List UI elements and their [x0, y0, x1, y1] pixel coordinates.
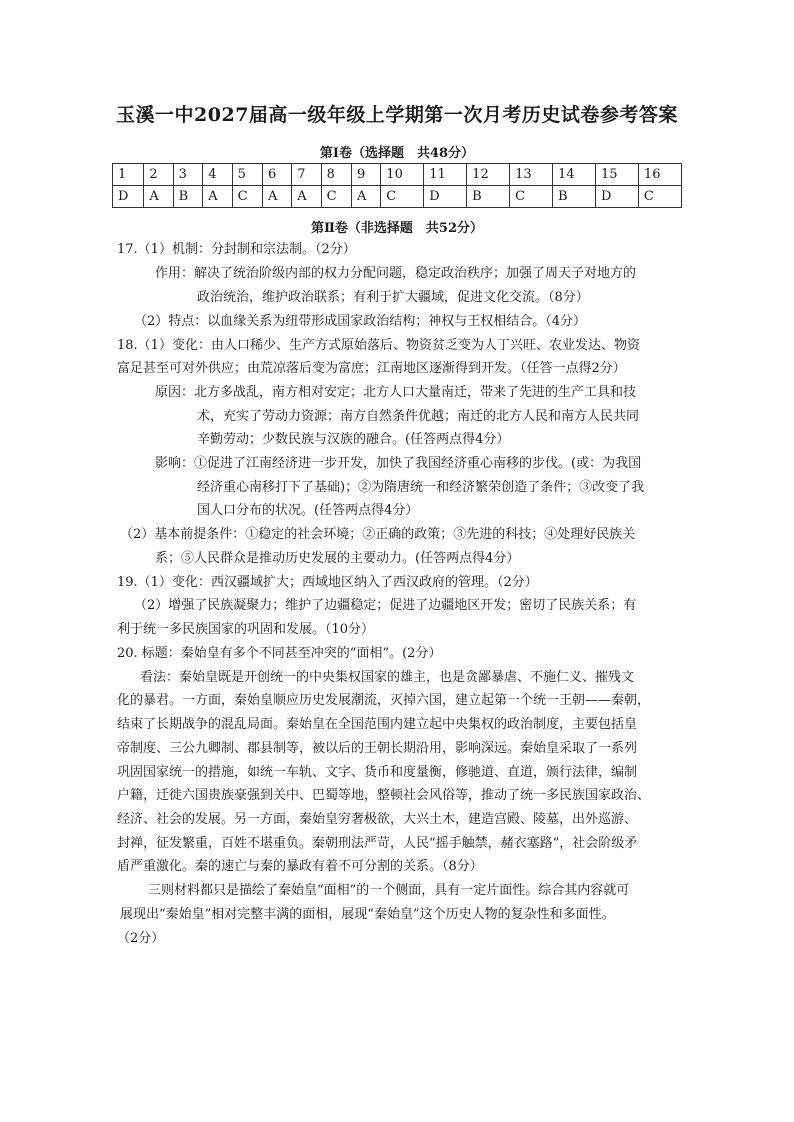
answer-line: 18.（1）变化：由人口稀少、生产方式原始落后、物资贫乏变为人丁兴旺、农业发达、物资	[117, 338, 640, 353]
answer-cell: A	[292, 186, 321, 208]
answer-line: （2）增强了民族凝聚力；维护了边疆稳定；促进了边疆地区开发；密切了民族关系；有	[134, 598, 637, 613]
answer-line: 经济重心南移打下了基础)；②为隋唐统一和经济繁荣创造了条件；③改变了我	[197, 480, 645, 495]
answer-line: 户籍，迁徙六国贵族豪强到关中、巴蜀等地，整顿社会风俗等，推动了统一多民族国家政治、	[117, 788, 651, 803]
answer-line: 化的暴君。一方面，秦始皇顺应历史发展潮流，灭掉六国，建立起第一个统一王朝——秦朝，	[117, 693, 651, 708]
question-number: 1	[113, 164, 144, 186]
answer-line: 17.（1）机制：分封制和宗法制。（2分）	[117, 242, 356, 257]
answer-line: 三则材料都只是描绘了秦始皇“面相”的一个侧面，具有一定片面性。综合其内容就可	[148, 883, 630, 898]
question-number: 14	[553, 164, 596, 186]
answer-cell: D	[595, 186, 638, 208]
answer-cell: B	[173, 186, 203, 208]
question-number: 5	[232, 164, 262, 186]
answer-line: 19.（1）变化：西汉疆域扩大；西域地区纳入了西汉政府的管理。（2分）	[117, 575, 538, 590]
section-1-heading: 第Ⅰ卷（选择题 共48分）	[319, 146, 475, 161]
question-number: 15	[595, 164, 638, 186]
answer-cell: C	[232, 186, 262, 208]
answer-line: 结束了长期战争的混乱局面。秦始皇在全国范围内建立起中央集权的政治制度，主要包括皇	[117, 717, 638, 732]
answer-line: （2）基本前提条件：①稳定的社会环境；②正确的政策；③先进的科技；④处理好民族关	[120, 527, 636, 542]
answer-cell: B	[553, 186, 596, 208]
answer-line: 帝制度、三公九卿制、郡县制等，被以后的王朝长期沿用，影响深远。秦始皇采取了一系列	[117, 741, 638, 756]
answer-cell: A	[262, 186, 291, 208]
answer-line: 国人口分布的状况。(任答两点得4分）	[197, 503, 419, 518]
answer-line: （2分）	[117, 931, 165, 946]
question-number: 4	[203, 164, 232, 186]
answer-cell: C	[638, 186, 681, 208]
answer-line: 原因：北方多战乱，南方相对安定；北方人口大量南迁，带来了先进的生产工具和技	[155, 385, 637, 400]
answer-cell: A	[144, 186, 173, 208]
answer-cell: D	[113, 186, 144, 208]
answer-line: 影响：①促进了江南经济进一步开发，加快了我国经济重心南移的步伐。(或：为我国	[155, 456, 642, 471]
answer-line: （2）特点：以血缘关系为纽带形成国家政治结构；神权与王权相结合。（4分）	[134, 314, 587, 329]
answer-cell: A	[203, 186, 232, 208]
answer-line: 系；⑤人民群众是推动历史发展的主要动力。(任答两点得4分）	[155, 551, 520, 566]
question-number: 2	[144, 164, 173, 186]
question-number: 10	[381, 164, 424, 186]
answer-line: 封禅，征发繁重，百姓不堪重负。秦朝刑法严苛，人民“摇手触禁，赭衣塞路”，社会阶级矛	[117, 836, 638, 851]
answer-line: 经济、社会的发展。另一方面，秦始皇穷奢极欲，大兴土木，建造宫殿、陵墓，出外巡游、	[117, 812, 638, 827]
question-number: 7	[292, 164, 321, 186]
answer-line: 20. 标题：秦始皇有多个不同甚至冲突的“面相”。(2分）	[117, 646, 442, 661]
answer-cell: C	[510, 186, 553, 208]
question-number: 9	[351, 164, 380, 186]
answer-cell: C	[381, 186, 424, 208]
answer-cell: D	[424, 186, 467, 208]
answer-line: 富足甚至可对外供应；由荒凉落后变为富庶；江南地区逐渐得到开发。（任答一点得2分）	[117, 361, 626, 376]
answer-line: 术，充实了劳动力资源；南方自然条件优越；南迁的北方人民和南方人民共同	[197, 409, 640, 424]
question-number: 16	[638, 164, 681, 186]
answer-line: 利于统一多民族国家的巩固和发展。（10分）	[117, 622, 375, 637]
answer-line: 辛勤劳动；少数民族与汉族的融合。(任答两点得4分）	[197, 432, 510, 447]
answer-cell: C	[321, 186, 351, 208]
answer-line: 盾严重激化。秦的速亡与秦的暴政有着不可分割的关系。（8分）	[117, 859, 483, 874]
question-number: 11	[424, 164, 467, 186]
answer-line: 作用：解决了统治阶级内部的权力分配问题，稳定政治秩序；加强了周天子对地方的	[155, 266, 637, 281]
answer-line: 巩固国家统一的措施，如统一车轨、文字、货币和度量衡，修驰道、直道，颁行法律，编制	[117, 765, 638, 780]
question-number: 8	[321, 164, 351, 186]
answer-table-number-row	[113, 164, 682, 186]
answer-table	[112, 163, 682, 208]
answer-cell: B	[467, 186, 510, 208]
answer-table-answer-row	[113, 186, 682, 208]
question-number: 13	[510, 164, 553, 186]
question-number: 12	[467, 164, 510, 186]
question-number: 6	[262, 164, 291, 186]
answer-line: 展现出“秦始皇”相对完整丰满的面相，展现“秦始皇”这个历史人物的复杂性和多面性。	[120, 907, 615, 922]
question-number: 3	[173, 164, 203, 186]
page-title: 玉溪一中2027届高一级年级上学期第一次月考历史试卷参考答案	[116, 104, 678, 126]
answer-line: 政治统治，维护政治联系；有利于扩大疆域，促进文化交流。（8分）	[197, 290, 589, 305]
answer-line: 看法：秦始皇既是开创统一的中央集权国家的雄主，也是贪鄙暴虐、不施仁义、摧残文	[140, 670, 635, 685]
section-2-heading: 第Ⅱ卷（非选择题 共52分）	[310, 221, 484, 236]
answer-cell: A	[351, 186, 380, 208]
